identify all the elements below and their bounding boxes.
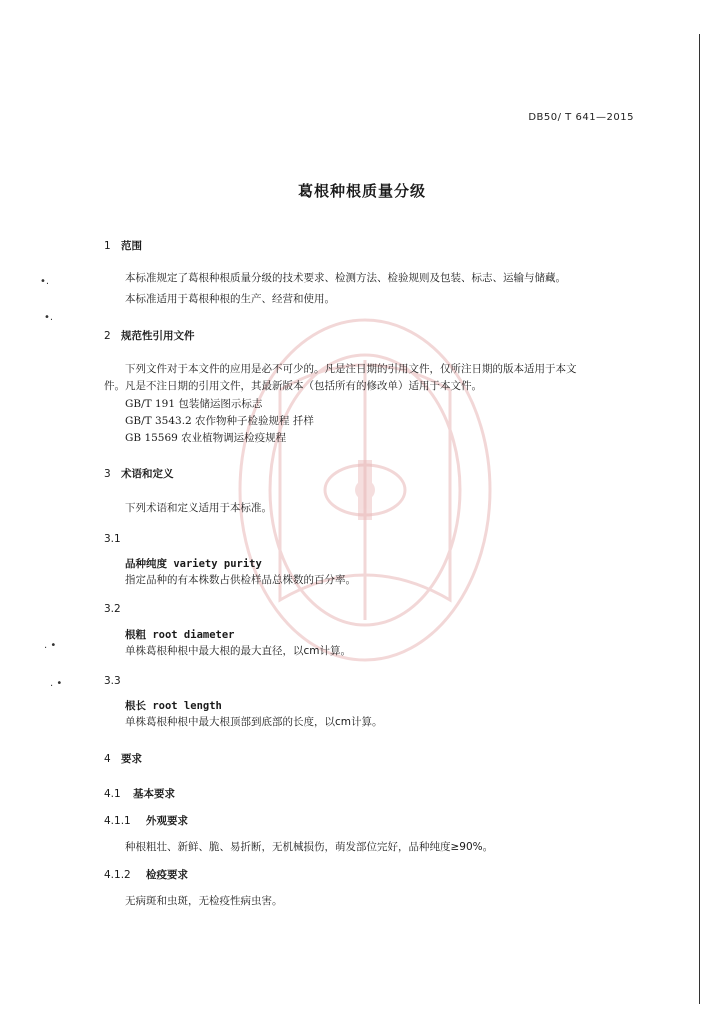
term-3-2-number: 3.2 [104, 603, 121, 615]
reference-item: GB/T 3543.2 农作物种子检验规程 扦样 [125, 415, 314, 427]
term-3-2-name: 根粗 root diameter [125, 629, 235, 641]
term-3-1-name: 品种纯度 variety purity [125, 558, 262, 570]
watermark-seal-icon [220, 300, 510, 680]
term-3-1-number: 3.1 [104, 533, 121, 545]
section-3-para-1: 下列术语和定义适用于本标准。 [125, 502, 272, 514]
term-3-3-number: 3.3 [104, 675, 121, 687]
reference-item: GB/T 191 包装储运图示标志 [125, 398, 263, 410]
section-3-heading: 术语和定义 [121, 468, 174, 480]
scan-speck-icon: . • [50, 678, 63, 689]
section-1-heading: 范围 [121, 240, 142, 252]
section-2-para-line-2: 件。凡是不注日期的引用文件，其最新版本（包括所有的修改单）适用于本文件。 [104, 380, 482, 392]
document-title: 葛根种根质量分级 [297, 182, 426, 200]
scan-speck-icon: •. [44, 312, 54, 323]
term-3-3-name: 根长 root length [125, 700, 222, 712]
term-3-2-definition: 单株葛根种根中最大根的最大直径，以cm计算。 [125, 645, 352, 657]
section-1-para-1: 本标准规定了葛根种根质量分级的技术要求、检测方法、检验规则及包装、标志、运输与储藏。 [125, 272, 566, 284]
section-4-1-2-number: 4.1.2 [104, 869, 131, 881]
section-2-number: 2 [104, 330, 111, 342]
section-1-number: 1 [104, 240, 111, 252]
section-4-1-1-heading: 外观要求 [146, 815, 188, 827]
term-3-1-definition: 指定品种的有本株数占供检样品总株数的百分率。 [125, 574, 356, 586]
standard-number: DB50/ T 641—2015 [528, 112, 634, 123]
scan-speck-icon: . • [44, 640, 57, 651]
term-3-3-definition: 单株葛根种根中最大根顶部到底部的长度，以cm计算。 [125, 716, 383, 728]
section-2-para-line-1: 下列文件对于本文件的应用是必不可少的。凡是注日期的引用文件，仅所注日期的版本适用于本文 [125, 363, 577, 375]
scan-speck-icon: •. [40, 276, 50, 287]
section-2-heading: 规范性引用文件 [121, 330, 195, 342]
section-4-1-2-heading: 检疫要求 [146, 869, 188, 881]
section-4-heading: 要求 [121, 753, 142, 765]
section-4-1-2-text: 无病斑和虫斑，无检疫性病虫害。 [125, 895, 283, 907]
section-4-1-1-text: 种根粗壮、新鲜、脆、易折断，无机械损伤，萌发部位完好，品种纯度≥90%。 [125, 841, 494, 853]
section-4-1-heading: 基本要求 [133, 788, 175, 800]
section-4-1-number: 4.1 [104, 788, 121, 800]
section-4-1-1-number: 4.1.1 [104, 815, 131, 827]
section-1-para-2: 本标准适用于葛根种根的生产、经营和使用。 [125, 293, 335, 305]
reference-item: GB 15569 农业植物调运检疫规程 [125, 432, 287, 444]
section-4-number: 4 [104, 753, 111, 765]
section-3-number: 3 [104, 468, 111, 480]
